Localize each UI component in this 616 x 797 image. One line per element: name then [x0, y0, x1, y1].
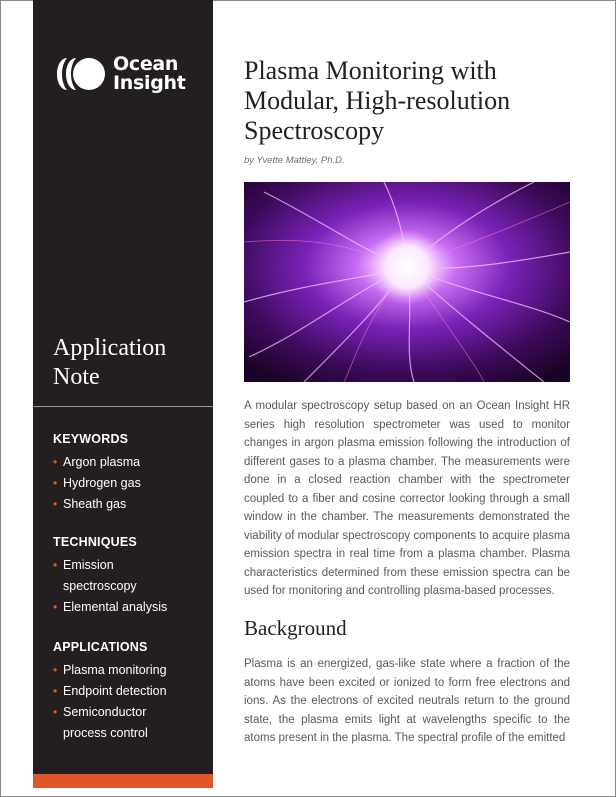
list-item: • Elemental analysis	[53, 597, 208, 618]
section-heading: TECHNIQUES	[53, 535, 137, 549]
background-heading: Background	[244, 616, 347, 640]
list-item: • Semiconductor process control	[53, 702, 163, 744]
logo-mark-icon	[55, 55, 107, 93]
bullet-icon: •	[53, 455, 58, 469]
application-note-title: Application Note	[53, 335, 167, 390]
section-heading: KEYWORDS	[53, 432, 129, 446]
techniques-section	[53, 535, 208, 618]
list-item: • Emission spectroscopy	[53, 555, 158, 597]
byline: by Yvette Mattley, Ph.D.	[244, 155, 345, 166]
ocean-insight-logo	[55, 55, 186, 93]
bullet-icon: •	[53, 705, 58, 719]
bullet-icon: •	[53, 600, 58, 614]
sidebar-divider	[33, 406, 213, 407]
background-paragraph: Plasma is an energized, gas-like state where a fraction of the atoms have been excited or ionized to form free electrons and ions. As the electrons of excited neutrals return to the ground state, the plasma emits light at wavelengths specific to the atoms present in the plasma. The spectral profile of the emitted	[244, 658, 570, 744]
plasma-ball-image	[244, 182, 570, 382]
list-item: • Endpoint detection	[53, 681, 208, 702]
list-item: • Hydrogen gas	[53, 473, 208, 494]
bullet-icon: •	[53, 558, 58, 572]
list-item: • Plasma monitoring	[53, 660, 208, 681]
list-item: • Sheath gas	[53, 494, 208, 515]
abstract-paragraph: A modular spectroscopy setup based on an Ocean Insight HR series high resolution spectrometer was used to monitor changes in argon plasma emission following the introduction of different gases to a plasma chamber. The measurements were done in a closed reaction chamber with the spectrometer coupled to a fiber and cosine corrector looking through a small window in the chamber. The measurements demonstrated the viability of modular spectroscopy components to acquire plasma emission spectra in real time from a plasma chamber. Plasma characteristics determined from these emission spectra can be used for monitoring and controlling plasma-based processes.	[244, 400, 570, 597]
sidebar	[33, 0, 213, 786]
applications-section	[53, 640, 208, 744]
logo-text-line1: Ocean	[113, 53, 179, 75]
bullet-icon: •	[53, 663, 58, 677]
bullet-icon: •	[53, 476, 58, 490]
keywords-section	[53, 432, 208, 515]
bullet-icon: •	[53, 497, 58, 511]
logo-text-line2: Insight	[113, 72, 186, 94]
section-heading: APPLICATIONS	[53, 640, 148, 654]
list-item: • Argon plasma	[53, 452, 208, 473]
bullet-icon: •	[53, 684, 58, 698]
sidebar-accent-bar	[33, 774, 213, 788]
document-title: Plasma Monitoring with Modular, High-resolution Spectroscopy	[244, 56, 511, 145]
